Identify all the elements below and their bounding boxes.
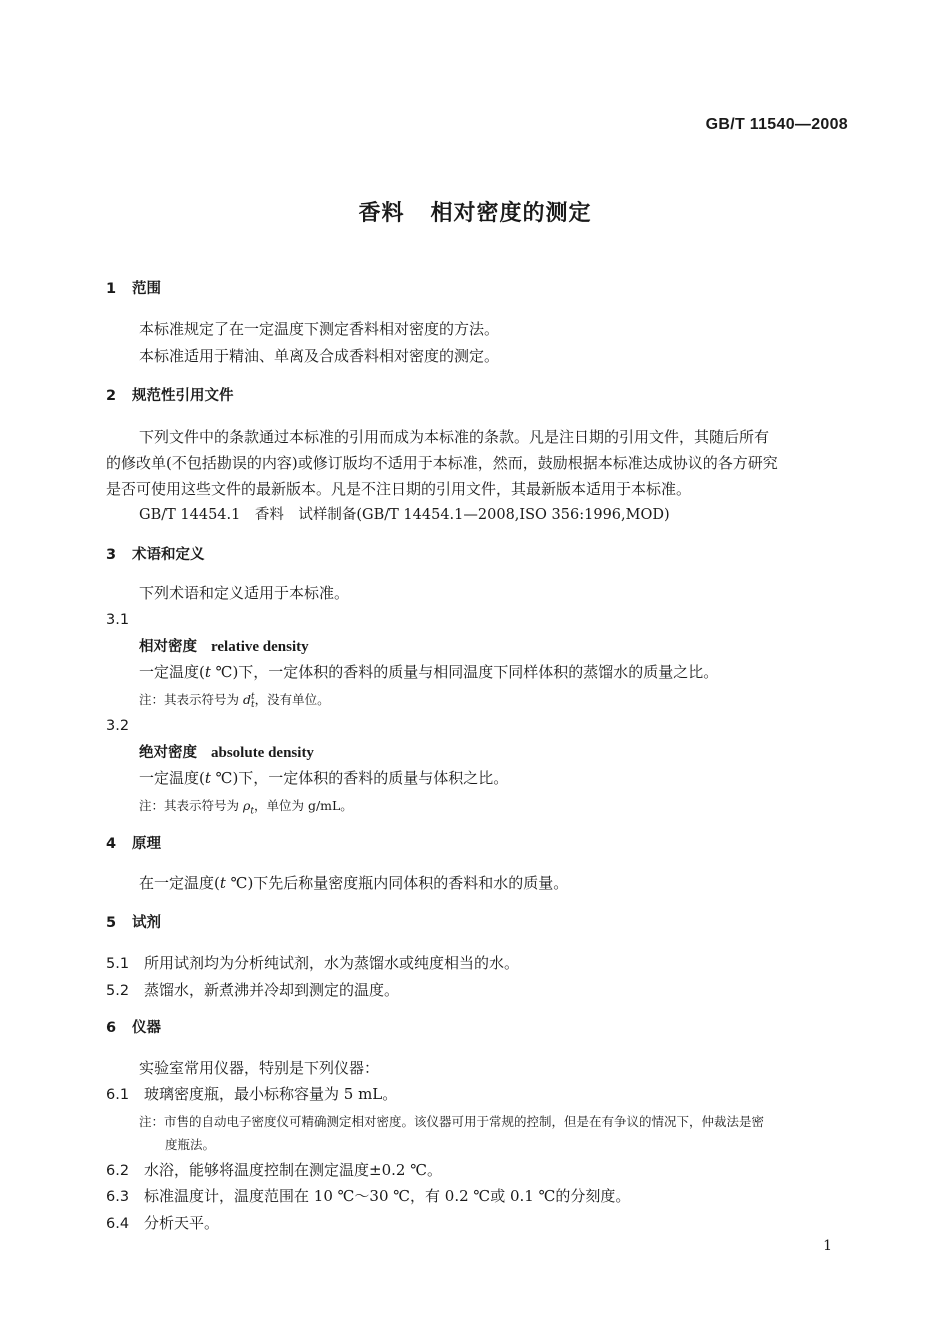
section-4-heading: 4 原理 (106, 836, 161, 852)
section-2-para-line-1: 下列文件中的条款通过本标准的引用而成为本标准的条款。凡是注日期的引用文件，其随后所有 (139, 428, 770, 446)
title-part-2: 相对密度的测定 (430, 201, 592, 226)
term-absolute-density-definition: 一定温度(t ℃)下，一定体积的香料的质量与体积之比。 (139, 769, 509, 787)
section-3-heading: 3 术语和定义 (106, 547, 205, 563)
document-title (0, 196, 950, 227)
standard-number: GB/T 11540—2008 (705, 116, 848, 133)
item-6-4: 6.4 分析天平。 (106, 1214, 220, 1232)
section-3-para-1: 下列术语和定义适用于本标准。 (139, 584, 350, 602)
section-4-para-1: 在一定温度(t ℃)下先后称量密度瓶内同体积的香料和水的质量。 (139, 874, 569, 892)
section-5-heading: 5 试剂 (106, 915, 161, 931)
term-absolute-density: 绝对密度 absolute density (139, 745, 314, 761)
page-number: 1 (823, 1238, 832, 1254)
section-2-para-line-3: 是否可使用这些文件的最新版本。凡是不注日期的引用文件，其最新版本适用于本标准。 (106, 480, 692, 498)
term-absolute-density-note: 注：其表示符号为 $\rho_t$，单位为 g/mL。 (139, 798, 353, 817)
section-1-para-1: 本标准规定了在一定温度下测定香料相对密度的方法。 (139, 320, 500, 338)
section-2-para-line-2: 的修改单(不包括勘误的内容)或修订版均不适用于本标准，然而，鼓励根据本标准达成协议的各方研究 (106, 454, 778, 472)
section-1-heading: 1 范围 (106, 281, 161, 297)
term-relative-density-definition: 一定温度(t ℃)下，一定体积的香料的质量与相同温度下同样体积的蒸馏水的质量之比。 (139, 663, 719, 681)
section-6-heading: 6 仪器 (106, 1020, 161, 1036)
item-6-1: 6.1 玻璃密度瓶，最小标称容量为 5 mL。 (106, 1085, 398, 1103)
term-relative-density: 相对密度 relative density (139, 639, 309, 655)
section-2-heading: 2 规范性引用文件 (106, 388, 234, 404)
item-5-1: 5.1 所用试剂均为分析纯试剂，水为蒸馏水或纯度相当的水。 (106, 954, 520, 972)
subsection-3-2-number: 3.2 (106, 718, 130, 734)
term-relative-density-note: 注：其表示符号为 d t t ，没有单位。 (139, 691, 330, 710)
item-6-1-note-line-1: 注：市售的自动电子密度仪可精确测定相对密度。该仪器可用于常规的控制，但是在有争议的情况下，仲裁法是密 (139, 1114, 765, 1129)
section-6-para-1: 实验室常用仪器，特别是下列仪器： (139, 1059, 380, 1077)
section-1-para-2: 本标准适用于精油、单离及合成香料相对密度的测定。 (139, 347, 500, 365)
subsection-3-1-number: 3.1 (106, 612, 130, 628)
item-6-1-note-line-2: 度瓶法。 (165, 1137, 216, 1152)
title-part-1: 香料 (358, 201, 405, 226)
item-5-2: 5.2 蒸馏水，新煮沸并冷却到测定的温度。 (106, 981, 400, 999)
item-6-3: 6.3 标准温度计，温度范围在 10 ℃～30 ℃，有 0.2 ℃或 0.1 ℃的分刻度。 (106, 1187, 631, 1205)
item-6-2: 6.2 水浴，能够将温度控制在测定温度±0.2 ℃。 (106, 1161, 442, 1179)
normative-reference: GB/T 14454.1 香料 试样制备(GB/T 14454.1—2008,ISO 356:1996,MOD) (139, 507, 670, 523)
